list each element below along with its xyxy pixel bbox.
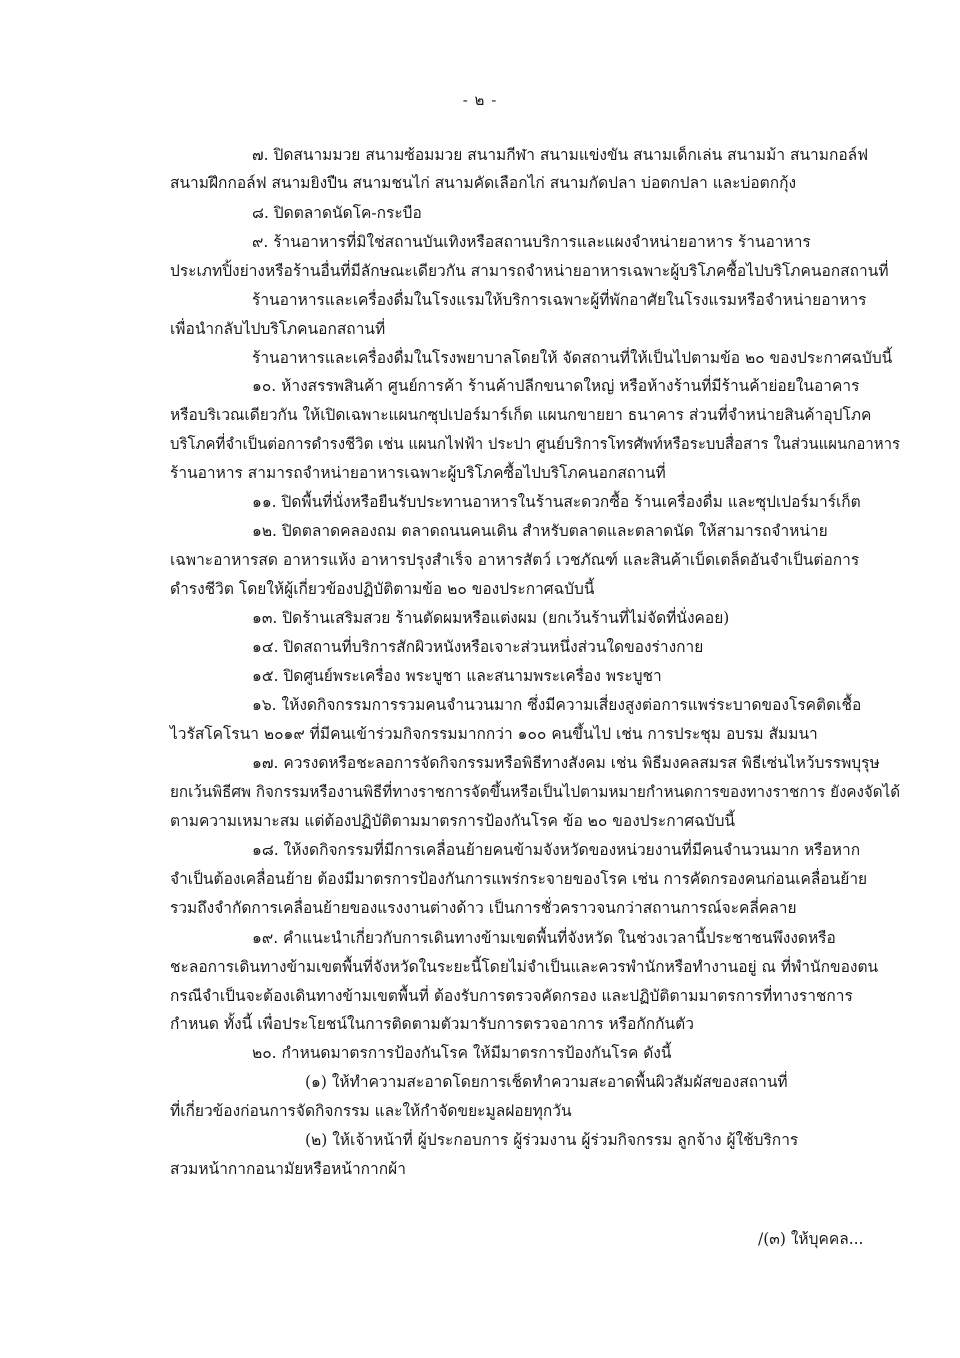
text-line: ดำรงชีวิต โดยให้ผู้เกี่ยวข้องปฏิบัติตามข้อ ๒๐ ของประกาศฉบับนี้	[170, 580, 595, 598]
text-line: ประเภทปิ้งย่างหรือร้านอื่นที่มีลักษณะเดียวกัน สามารถจำหน่ายอาหารเฉพาะผู้บริโภคซื้อไปบริโภคนอกสถานที่	[170, 262, 889, 280]
text-line: ๑๖. ให้งดกิจกรรมการรวมคนจำนวนมาก ซึ่งมีความเสี่ยงสูงต่อการแพร่ระบาดของโรคติดเชื้อ	[252, 696, 862, 714]
text-line: หรือบริเวณเดียวกัน ให้เปิดเฉพาะแผนกซุปเปอร์มาร์เก็ต แผนกขายยา ธนาคาร ส่วนที่จำหน่ายสินค้าอุปโภค	[170, 406, 872, 424]
text-line: ไวรัสโคโรนา ๒๐๑๙ ที่มีคนเข้าร่วมกิจกรรมมากกว่า ๑๐๐ คนขึ้นไป เช่น การประชุม อบรม สัมมนา	[170, 725, 818, 743]
text-line: ๘. ปิดตลาดนัดโค-กระบือ	[252, 204, 422, 222]
text-line: เพื่อนำกลับไปบริโภคนอกสถานที่	[170, 320, 386, 338]
text-line: รวมถึงจำกัดการเคลื่อนย้ายของแรงงานต่างด้าว เป็นการชั่วคราวจนกว่าสถานการณ์จะคลี่คลาย	[170, 899, 797, 917]
text-line: ที่เกี่ยวข้องก่อนการจัดกิจกรรม และให้กำจัดขยะมูลฝอยทุกวัน	[170, 1102, 572, 1120]
text-line: ๒๐. กำหนดมาตรการป้องกันโรค ให้มีมาตรการป้องกันโรค ดังนี้	[252, 1044, 672, 1062]
text-line: ๑๑. ปิดพื้นที่นั่งหรือยืนรับประทานอาหารในร้านสะดวกซื้อ ร้านเครื่องดื่ม และซุปเปอร์มาร์เก็ต	[252, 493, 861, 511]
text-line: ๑๒. ปิดตลาดคลองถม ตลาดถนนคนเดิน สำหรับตลาดและตลาดนัด ให้สามารถจำหน่าย	[252, 522, 828, 540]
text-line: ๑๙. คำแนะนำเกี่ยวกับการเดินทางข้ามเขตพื้นที่จังหวัด ในช่วงเวลานี้ประชาชนพึงงดหรือ	[252, 929, 836, 947]
text-line: สวมหน้ากากอนามัยหรือหน้ากากผ้า	[170, 1160, 406, 1178]
text-line: ตามความเหมาะสม แต่ต้องปฏิบัติตามมาตรการป้องกันโรค ข้อ ๒๐ ของประกาศฉบับนี้	[170, 812, 736, 830]
text-line: เฉพาะอาหารสด อาหารแห้ง อาหารปรุงสำเร็จ อาหารสัตว์ เวชภัณฑ์ และสินค้าเบ็ดเตล็ดอันจำเป็นต่อการ	[170, 551, 860, 569]
text-line: ชะลอการเดินทางข้ามเขตพื้นที่จังหวัดในระยะนี้โดยไม่จำเป็นและควรพำนักหรือทำงานอยู่ ณ ที่พำนักของตน	[170, 958, 879, 976]
text-line: (๑) ให้ทำความสะอาดโดยการเช็ดทำความสะอาดพื้นผิวสัมผัสของสถานที่	[305, 1073, 788, 1091]
text-line: (๒) ให้เจ้าหน้าที่ ผู้ประกอบการ ผู้ร่วมงาน ผู้ร่วมกิจกรรม ลูกจ้าง ผู้ใช้บริการ	[305, 1131, 799, 1149]
text-line: ร้านอาหาร สามารถจำหน่ายอาหารเฉพาะผู้บริโภคซื้อไปบริโภคนอกสถานที่	[170, 464, 666, 482]
text-line: ยกเว้นพิธีศพ กิจกรรมหรืองานพิธีที่ทางราชการจัดขึ้นหรือเป็นไปตามหมายกำหนดการของทางราชการ ยังคงจัดได้	[170, 783, 901, 801]
text-line: ๑๕. ปิดศูนย์พระเครื่อง พระบูชา และสนามพระเครื่อง พระบูชา	[252, 667, 662, 685]
text-line: สนามฝึกกอล์ฟ สนามยิงปืน สนามชนไก่ สนามคัดเลือกไก่ สนามกัดปลา บ่อตกปลา และบ่อตกกุ้ง	[170, 174, 797, 192]
text-line: ๑๗. ควรงดหรือชะลอการจัดกิจกรรมหรือพิธีทางสังคม เช่น พิธีมงคลสมรส พิธีเซ่นไหว้บรรพบุรุษ	[252, 754, 880, 772]
text-line: กำหนด ทั้งนี้ เพื่อประโยชน์ในการติดตามตัวมารับการตรวจอาการ หรือกักกันตัว	[170, 1015, 694, 1033]
text-line: ๙. ร้านอาหารที่มิใช่สถานบันเทิงหรือสถานบริการและแผงจำหน่ายอาหาร ร้านอาหาร	[252, 233, 811, 251]
text-line: ๑๔. ปิดสถานที่บริการสักผิวหนังหรือเจาะส่วนหนึ่งส่วนใดของร่างกาย	[252, 638, 704, 656]
text-line: บริโภคที่จำเป็นต่อการดำรงชีวิต เช่น แผนกไฟฟ้า ประปา ศูนย์บริการโทรศัพท์หรือระบบสื่อสาร ในส่วนแผนกอาหาร	[170, 435, 901, 453]
text-line: ๑๘. ให้งดกิจกรรมที่มีการเคลื่อนย้ายคนข้ามจังหวัดของหน่วยงานที่มีคนจำนวนมาก หรือหาก	[252, 841, 861, 859]
continuation-note: /(๓) ให้บุคคล...	[758, 1230, 864, 1248]
text-line: กรณีจำเป็นจะต้องเดินทางข้ามเขตพื้นที่ ต้องรับการตรวจคัดกรอง และปฏิบัติตามมาตรการที่ทางราชการ	[170, 987, 853, 1005]
text-line: ร้านอาหารและเครื่องดื่มในโรงพยาบาลโดยให้ จัดสถานที่ให้เป็นไปตามข้อ ๒๐ ของประกาศฉบับนี้	[252, 349, 893, 367]
page-number: - ๒ -	[462, 91, 498, 109]
text-line: ๑๐. ห้างสรรพสินค้า ศูนย์การค้า ร้านค้าปลีกขนาดใหญ่ หรือห้างร้านที่มีร้านค้าย่อยในอาคาร	[252, 377, 860, 395]
text-line: จำเป็นต้องเคลื่อนย้าย ต้องมีมาตรการป้องกันการแพร่กระจายของโรค เช่น การคัดกรองคนก่อนเคลื่อนย้าย	[170, 870, 868, 888]
text-line: ร้านอาหารและเครื่องดื่มในโรงแรมให้บริการเฉพาะผู้ที่พักอาศัยในโรงแรมหรือจำหน่ายอาหาร	[252, 291, 867, 309]
text-line: ๗. ปิดสนามมวย สนามซ้อมมวย สนามกีฬา สนามแข่งขัน สนามเด็กเล่น สนามม้า สนามกอล์ฟ	[252, 146, 869, 164]
text-line: ๑๓. ปิดร้านเสริมสวย ร้านตัดผมหรือแต่งผม (ยกเว้นร้านที่ไม่จัดที่นั่งคอย)	[252, 609, 730, 627]
